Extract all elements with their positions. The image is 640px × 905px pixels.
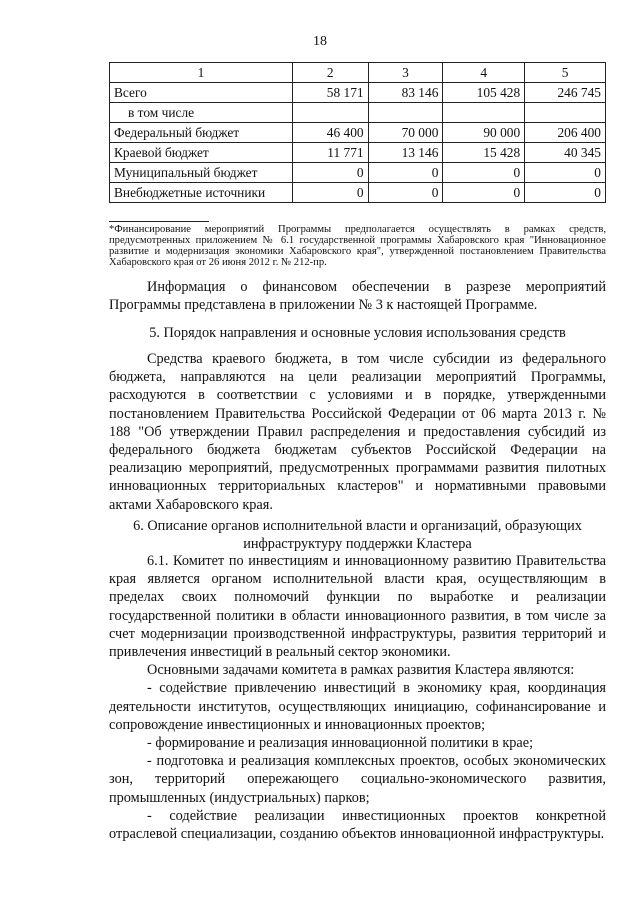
table-row bbox=[110, 83, 606, 103]
table-cell: 0 bbox=[368, 183, 443, 203]
table-cell bbox=[292, 103, 368, 123]
table-cell: 90 000 bbox=[443, 123, 525, 143]
table-header-row bbox=[110, 63, 606, 83]
section-5-heading: 5. Порядок направления и основные условия использования средств bbox=[149, 325, 566, 341]
table-cell: Муниципальный бюджет bbox=[110, 163, 293, 183]
list-item: - содействие реализации инвестиционных проектов конкретной отраслевой специализации, созданию объектов инновационной инфраструктуры. bbox=[109, 807, 606, 843]
list-item: - подготовка и реализация комплексных проектов, особых экономических зон, территорий опережающего социально-экономического развития, промышленных (индустриальных) парков; bbox=[109, 753, 606, 806]
table-row bbox=[110, 143, 606, 163]
section-6-body bbox=[109, 552, 606, 843]
financing-table bbox=[109, 62, 606, 203]
table-cell: 246 745 bbox=[525, 83, 606, 103]
table-cell: Всего bbox=[110, 83, 293, 103]
table-cell: 0 bbox=[368, 163, 443, 183]
table-cell: 0 bbox=[292, 183, 368, 203]
table-row bbox=[110, 123, 606, 143]
table-header-cell: 5 bbox=[525, 63, 606, 83]
table-row bbox=[110, 163, 606, 183]
table-cell: 58 171 bbox=[292, 83, 368, 103]
table-cell: 83 146 bbox=[368, 83, 443, 103]
table-header-cell: 2 bbox=[292, 63, 368, 83]
info-block bbox=[109, 278, 606, 314]
table-header-cell: 3 bbox=[368, 63, 443, 83]
table-cell: 13 146 bbox=[368, 143, 443, 163]
table-cell: 0 bbox=[525, 163, 606, 183]
section-6-paragraph: 6.1. Комитет по инвестициям и инновационному развитию Правительства края является органом исполнительной власти края, осуществляющим в пределах своих полномочий функции по выработке и реализации государственной политики в области инновационного развития, в том числе за счет модернизации производственной инфраструктуры, развития территорий и привлечения инвестиций в реальный сектор экономики. bbox=[109, 553, 606, 661]
table-header-cell: 4 bbox=[443, 63, 525, 83]
table-cell: 11 771 bbox=[292, 143, 368, 163]
table-cell: Краевой бюджет bbox=[110, 143, 293, 163]
footnote-divider bbox=[109, 221, 209, 222]
section-6-heading: 6. Описание органов исполнительной власти и организаций, образующих инфраструктуру поддержки Кластера bbox=[133, 518, 582, 553]
table-cell bbox=[443, 103, 525, 123]
table-cell: 105 428 bbox=[443, 83, 525, 103]
table-header-cell: 1 bbox=[110, 63, 293, 83]
table-cell: 46 400 bbox=[292, 123, 368, 143]
page-number: 18 bbox=[313, 34, 327, 49]
table-cell: Федеральный бюджет bbox=[110, 123, 293, 143]
info-paragraph: Информация о финансовом обеспечении в разрезе мероприятий Программы представлена в приложении № 3 к настоящей Программе. bbox=[109, 279, 606, 314]
table-cell: в том числе bbox=[110, 103, 293, 123]
footnote: *Финансирование мероприятий Программы предполагается осуществлять в рамках средств, предусмотренных приложением № 6.1 государственной программы Хабаровского края "Инновационное развитие и модернизация экономики Хабаровского края", утвержденной постановлением Правительства Хабаровского края от 26 июня 2012 г. № 212-пр. bbox=[109, 224, 606, 268]
table-cell: 0 bbox=[525, 183, 606, 203]
table-cell: 40 345 bbox=[525, 143, 606, 163]
table-cell: 0 bbox=[443, 163, 525, 183]
table-cell: Внебюджетные источники bbox=[110, 183, 293, 203]
tasks-intro: Основными задачами комитета в рамках развития Кластера являются: bbox=[147, 662, 575, 679]
list-item: - формирование и реализация инновационной политики в крае; bbox=[147, 735, 534, 752]
table-cell bbox=[525, 103, 606, 123]
section-5-body bbox=[109, 350, 606, 514]
table-cell bbox=[368, 103, 443, 123]
table-cell: 15 428 bbox=[443, 143, 525, 163]
table-row bbox=[110, 183, 606, 203]
table-cell: 0 bbox=[292, 163, 368, 183]
table-row bbox=[110, 103, 606, 123]
table-cell: 0 bbox=[443, 183, 525, 203]
list-item: - содействие привлечению инвестиций в экономику края, координация деятельности институтов, осуществляющих инициацию, софинансирование и сопровождение инвестиционных и инновационных проектов; bbox=[109, 680, 606, 733]
table-cell: 70 000 bbox=[368, 123, 443, 143]
table-cell: 206 400 bbox=[525, 123, 606, 143]
section-5-paragraph: Средства краевого бюджета, в том числе субсидии из федерального бюджета, направляются на цели реализации мероприятий Программы, расходуются в соответствии с условиями и в порядке, утвержденными постановлением Правительства Российской Федерации от 06 марта 2013 г. № 188 "Об утверждении Правил распределения и предоставления субсидий из федерального бюджета бюджетам субъектов Российской Федерации на реализацию мероприятий, предусмотренных программами развития пилотных инновационных территориальных кластеров" и нормативными правовыми актами Хабаровского края. bbox=[109, 351, 606, 513]
